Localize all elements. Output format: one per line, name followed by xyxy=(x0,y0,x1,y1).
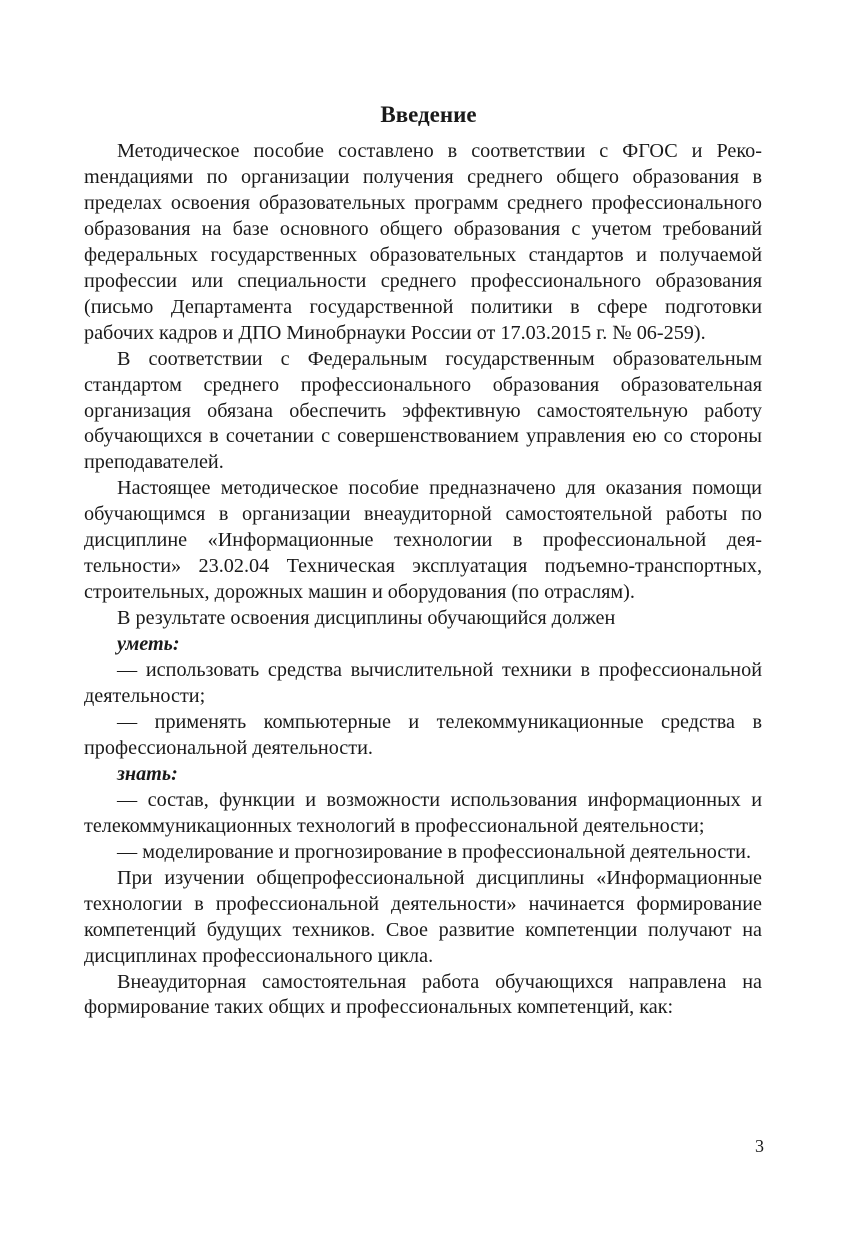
knowledge-item: — состав, функции и возможности использования информационных и телекоммуникационных технологий в профессиональной деятельности; xyxy=(84,788,762,837)
page-number: 3 xyxy=(755,1136,764,1156)
competency-paragraph: При изучении общепрофессиональной дисциплины «Информационные технологии в профессиональной деятельности» начинается формирование компетенций будущих техников. Свое развитие компетенции получают на дисциплинах профессионального цикла. xyxy=(84,866,762,967)
document-body xyxy=(84,139,762,1021)
knowledge-heading: знать: xyxy=(117,762,178,785)
knowledge-item: — моделирование и прогнозирование в профессиональной деятельности. xyxy=(117,840,751,863)
skill-item: — применять компьютерные и телекоммуникационные средства в профессиональной деятельности. xyxy=(84,710,762,759)
outcome-paragraph: В результате освоения дисциплины обучающийся должен xyxy=(117,607,616,630)
intro-paragraph: Методическое пособие составлено в соответствии с ФГОС и Рекоmендациями по организации получения среднего общего образования в пределах освоения образовательных программ среднего профессионального образования на базе основного общего образования с учетом требований федеральных государственных образовательных стандартов и получаемой профессии или специальности среднего профессионального образования (письмо Департамента государственной политики в сфере подготовки рабочих кадров и ДПО Минобрнауки России от 17.03.2015 г. № 06-259). xyxy=(84,140,762,344)
skills-heading: уметь: xyxy=(117,633,180,656)
skill-item: — использовать средства вычислительной техники в профессиональной деятельности; xyxy=(84,659,762,708)
standard-paragraph: В соответствии с Федеральным государственным образовательным стандартом среднего профессионального образования образовательная организация обязана обеспечить эффективную самостоятельную работу обучающихся в сочетании с совершенствованием управления ею со стороны преподавателей. xyxy=(84,347,762,474)
self-study-paragraph: Внеаудиторная самостоятельная работа обучающихся направлена на формирование таких общих и профессиональных компетенций, как: xyxy=(84,970,762,1019)
page-title: Введение xyxy=(380,102,477,127)
purpose-paragraph: Настоящее методическое пособие предназначено для оказания помощи обучающимся в организации внеаудиторной самостоятельной работы по дисциплине «Информационные технологии в профессиональной деятельности» 23.02.04 Техническая эксплуатация подъемно-транспортных, строительных, дорожных машин и оборудования (по отраслям). xyxy=(84,477,762,604)
